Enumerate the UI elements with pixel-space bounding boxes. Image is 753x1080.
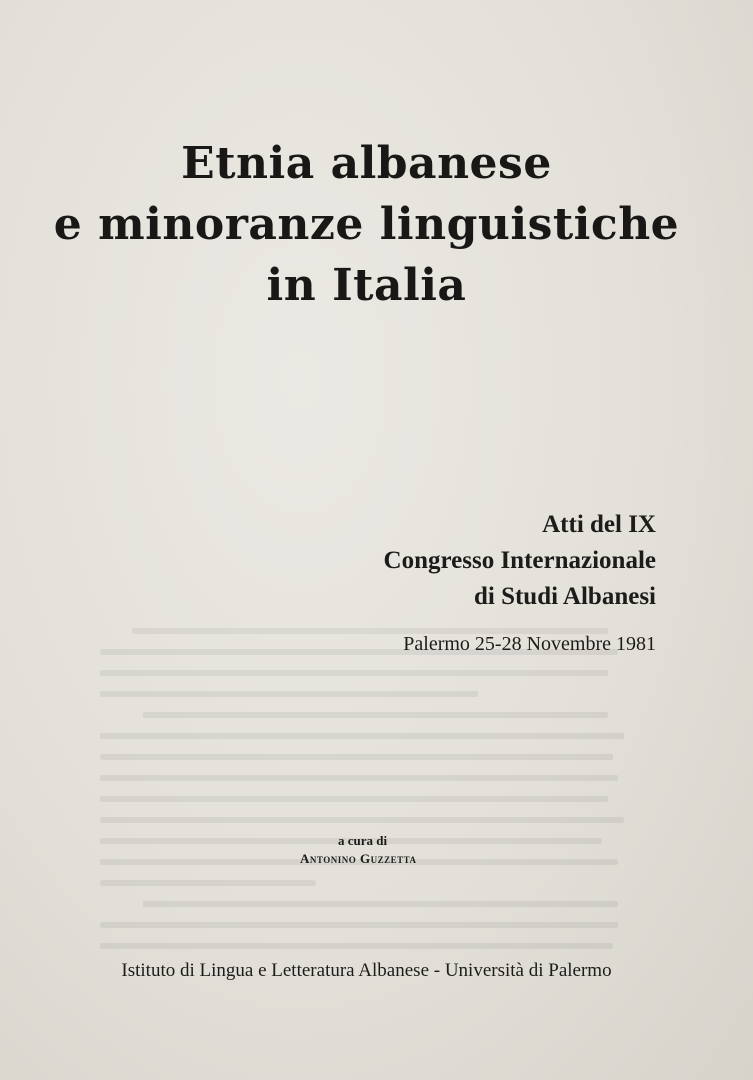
title-line-3: in Italia <box>266 260 467 311</box>
publisher-line: Istituto di Lingua e Letteratura Albanese - Università di Palermo <box>121 960 612 981</box>
proceedings-line-2: Congresso Internazionale <box>383 547 656 574</box>
title-line-2: e minoranze linguistiche <box>53 199 680 250</box>
title-line-1: Etnia albanese <box>181 138 552 189</box>
proceedings-line-3: di Studi Albanesi <box>473 583 656 610</box>
editor-credit <box>300 832 416 868</box>
bleed-through-text <box>100 628 640 958</box>
book-title <box>0 133 733 316</box>
proceedings-line-1: Atti del IX <box>542 511 656 538</box>
event-date: Palermo 25-28 Novembre 1981 <box>403 633 656 655</box>
editor-prefix: a cura di <box>338 833 388 848</box>
editor-name: Antonino Guzzetta <box>300 851 417 866</box>
proceedings-subtitle <box>384 507 656 615</box>
